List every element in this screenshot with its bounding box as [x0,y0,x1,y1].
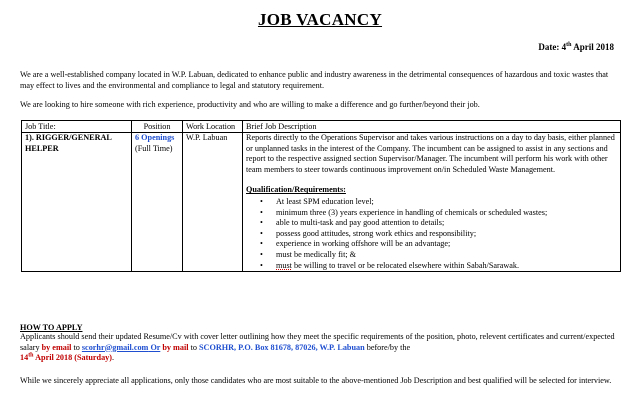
qualifications-heading: Qualification/Requirements: [246,185,346,195]
job-title-cell: 1). RIGGER/GENERAL HELPER [22,133,132,272]
how-to-apply-text: Applicants should send their updated Resume/Cv with cover letter outlining how they meet the specific requirements of the position, photo, relevent certificates and current/expected salary by email to scorhr@gmail.com Or by mail to SCORHR, P.O. Box 81678, 87026, W.P. Labuan before/by the 14th April 2018 (Saturday). [20,332,615,362]
intro-paragraph-2: We are looking to hire someone with rich experience, productivity and who are willing to make a difference and go further/beyond their job. [20,100,480,109]
or-label: Or [148,342,161,352]
list-item: • possess good attitudes, strong work ethics and responsibility; [246,229,617,240]
description-cell [243,133,621,272]
header-work-location: Work Location [183,121,243,133]
table-header-row [22,121,621,133]
location-cell: W.P. Labuan [183,133,243,272]
by-email-label: by email [41,342,72,352]
vacancy-table [21,120,621,272]
list-item: • experience in working offshore will be an advantage; [246,239,617,250]
list-item: • must be willing to travel or be relocated elsewhere within Sabah/Sarawak. [246,261,617,272]
by-mail-label: by mail [160,342,189,352]
list-item: • must be medically fit; & [246,250,617,261]
list-item: • minimum three (3) years experience in handling of chemicals or scheduled wastes; [246,208,617,219]
position-cell [132,133,183,272]
employment-type: (Full Time) [135,143,173,153]
job-description: Reports directly to the Operations Supervisor and takes various instructions on a day to day basis, either planned or unplanned tasks in the interest of the Company. The incumbent can be assigned to assist in any sections and report to the respective assigned section Supervisor/Manager. The incumbent will perform his work with other team members to steer towards continuous improvement on/in Scheduled Waste Management. [246,133,615,174]
list-item: • able to multi-task and pay good attention to details; [246,218,617,229]
page-title: JOB VACANCY [257,10,383,29]
mailing-address: SCORHR, P.O. Box 81678, 87026, W.P. Labuan [198,342,365,352]
header-job-title: Job Title: [22,121,132,133]
email-link[interactable]: scorhr@gmail.com [81,342,149,352]
header-description: Brief Job Description [243,121,621,133]
header-position: Position [132,121,183,133]
intro-paragraph-1: We are a well-established company located in W.P. Labuan, dedicated to enhance public and industry awareness in the detrimental consequences of hazardous and toxic wastes that may effect to lives and the environmental and compliance to legal and statutory requirement. [20,70,609,90]
deadline: 14th April 2018 (Saturday) [20,352,112,362]
closing-paragraph: While we sincerely appreciate all applications, only those candidates who are most suitable to the above-mentioned Job Description and best qualified will be selected for interview. [20,376,612,385]
how-to-apply-heading: HOW TO APPLY [20,323,83,332]
posting-date: Date: 4th April 2018 [538,42,614,52]
list-item: • At least SPM education level; [246,197,617,208]
openings-count: 6 Openings [135,133,175,142]
qualifications-list [246,197,617,271]
table-row [22,133,621,272]
